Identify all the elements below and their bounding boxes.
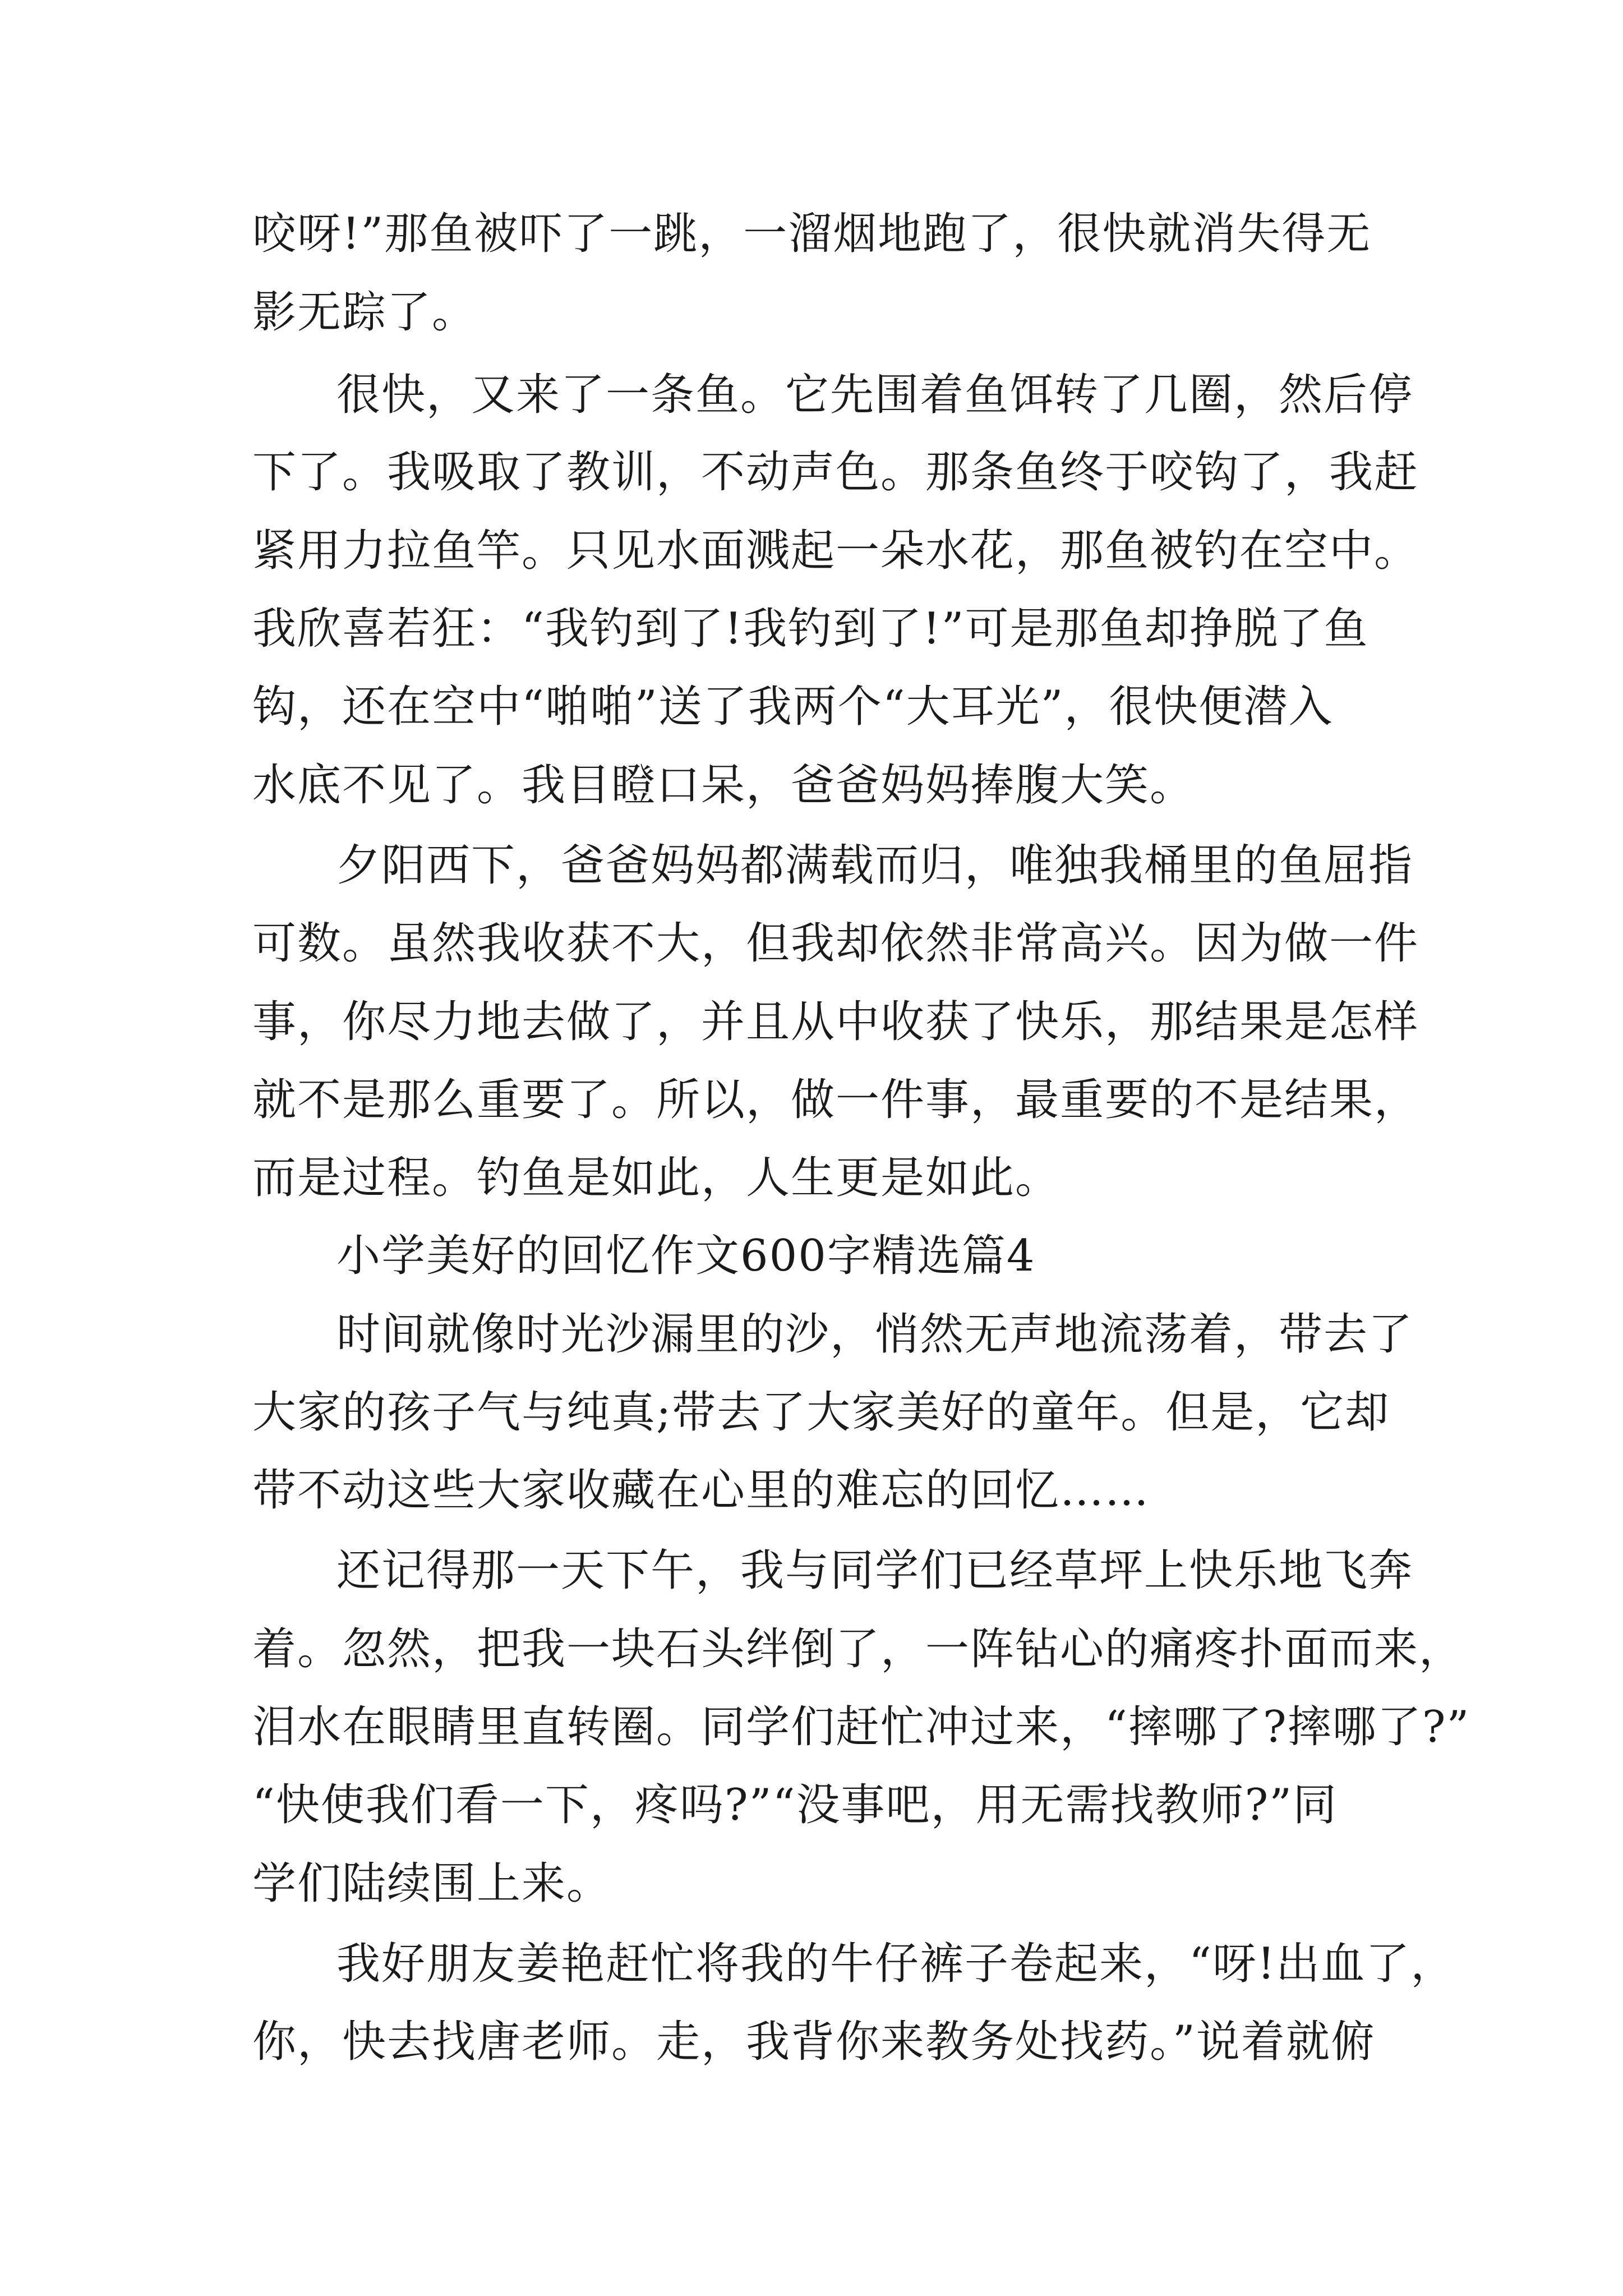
text-line: 还记得那一天下午，我与同学们已经草坪上快乐地飞奔: [336, 1545, 1414, 1596]
text-line: 而是过程。钓鱼是如此，人生更是如此。: [252, 1153, 1061, 1203]
text-line: 学们陆续围上来。: [252, 1858, 612, 1909]
text-line: 钩，还在空中“啪啪”送了我两个“大耳光”，很快便潜入: [252, 682, 1334, 732]
text-line: 水底不见了。我目瞪口呆，爸爸妈妈捧腹大笑。: [252, 760, 1195, 811]
text-line: “快使我们看一下，疼吗?”“没事吧，用无需找教师?”同: [252, 1780, 1338, 1830]
text-line: 可数。虽然我收获不大，但我却依然非常高兴。因为做一件: [252, 918, 1419, 969]
text-line: 夕阳西下，爸爸妈妈都满载而归，唯独我桶里的鱼屈指: [336, 840, 1414, 891]
text-line: 很快，又来了一条鱼。它先围着鱼饵转了几圈，然后停: [336, 370, 1414, 420]
text-line: 我欣喜若狂：“我钓到了!我钓到了!”可是那鱼却挣脱了鱼: [252, 604, 1369, 654]
text-line: 你，快去找唐老师。走，我背你来教务处找药。”说着就俯: [252, 2017, 1376, 2067]
text-line: 紧用力拉鱼竿。只见水面溅起一朵水花，那鱼被钓在空中。: [252, 526, 1419, 576]
text-line: 我好朋友姜艳赶忙将我的牛仔裤子卷起来，“呀!出血了，: [336, 1939, 1456, 1989]
text-line: 时间就像时光沙漏里的沙，悄然无声地流荡着，带去了: [336, 1309, 1414, 1360]
text-line: 大家的孩子气与纯真;带去了大家美好的童年。但是，它却: [252, 1387, 1390, 1438]
text-line: 事，你尽力地去做了，并且从中收获了快乐，那结果是怎样: [252, 997, 1419, 1047]
text-line: 下了。我吸取了教训，不动声色。那条鱼终于咬钩了，我赶: [252, 447, 1419, 498]
text-line: 影无踪了。: [252, 287, 477, 338]
text-line: 着。忽然，把我一块石头绊倒了，一阵钻心的痛疼扑面而来，: [252, 1624, 1464, 1674]
text-line: 泪水在眼睛里直转圈。同学们赶忙冲过来，“摔哪了?摔哪了?”: [252, 1702, 1470, 1752]
text-line: 带不动这些大家收藏在心里的难忘的回忆……: [252, 1465, 1150, 1516]
section-heading: 小学美好的回忆作文600字精选篇4: [336, 1231, 1036, 1281]
text-line: 就不是那么重要了。所以，做一件事，最重要的不是结果，: [252, 1075, 1419, 1125]
text-line: 咬呀!”那鱼被吓了一跳，一溜烟地跑了，很快就消失得无: [252, 209, 1372, 259]
